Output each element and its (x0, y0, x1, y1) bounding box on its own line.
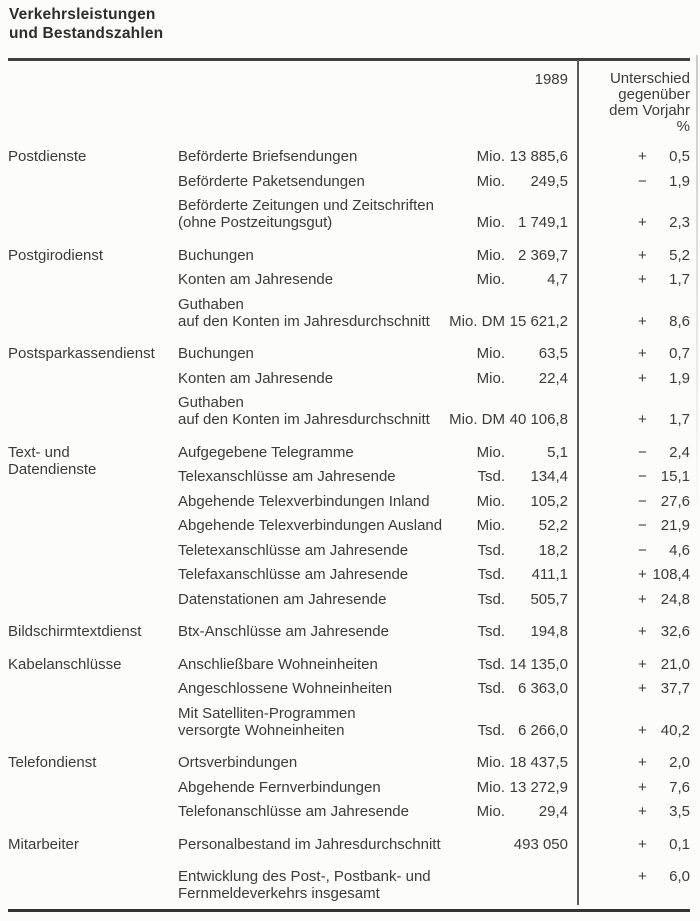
row-delta (568, 247, 690, 264)
table-row (178, 444, 690, 461)
table-row (178, 197, 690, 231)
row-unit: Tsd. (477, 721, 505, 739)
category-label-line: Bildschirmtextdienst (8, 623, 142, 640)
delta-sign: + (638, 271, 647, 288)
row-unit: Mio. (476, 778, 505, 796)
row-label-line: auf den Konten im Jahresdurchschnitt (178, 411, 430, 428)
page-title-line1: Verkehrsleistungen (9, 6, 156, 23)
delta-sign: + (638, 214, 647, 231)
delta-value: 8,6 (669, 312, 690, 330)
row-value-1989: 63,5 (538, 345, 568, 362)
delta-value: 0,7 (669, 345, 690, 362)
row-label (178, 705, 440, 739)
row-delta (568, 779, 690, 796)
delta-value: 2,0 (669, 754, 690, 771)
row-label-line: Buchungen (178, 345, 254, 362)
delta-value: 1,7 (669, 411, 690, 428)
row-delta (568, 148, 690, 165)
delta-sign: + (638, 868, 647, 885)
row-unit: Tsd. (477, 590, 505, 608)
row-label (178, 623, 440, 640)
delta-value: 0,5 (669, 148, 690, 165)
delta-sign: − (638, 468, 647, 485)
row-value-1989: 29,4 (538, 803, 568, 820)
delta-sign: + (638, 803, 647, 820)
delta-sign: + (638, 778, 647, 796)
row-unit: Mio. (476, 443, 505, 461)
table-row (178, 173, 690, 190)
table-row (178, 271, 690, 288)
row-value-1989: 6 266,0 (517, 721, 568, 739)
delta-value: 3,5 (669, 803, 690, 820)
row-label (178, 868, 440, 902)
row-delta (568, 517, 690, 534)
diff-header-line: Unterschied (609, 70, 690, 87)
row-unit: Tsd. (477, 468, 505, 485)
row-delta (568, 591, 690, 608)
row-value-1989: 5,1 (547, 443, 568, 461)
delta-sign: − (638, 492, 647, 510)
row-label-line: auf den Konten im Jahresdurchschnitt (178, 312, 430, 330)
row-value-1989: 2 369,7 (517, 246, 568, 264)
category-label-line: Postsparkassendienst (8, 345, 155, 362)
table-section (8, 623, 690, 648)
delta-sign: + (638, 566, 647, 583)
delta-value: 108,4 (652, 566, 690, 583)
table-row (178, 542, 690, 559)
delta-value: 5,2 (669, 246, 690, 264)
delta-value: 1,7 (669, 271, 690, 288)
row-value-1989: 249,5 (530, 172, 568, 190)
row-label (178, 803, 440, 820)
row-value-1989: 4,7 (547, 271, 568, 288)
row-unit: Mio. (476, 148, 505, 165)
row-value-1989: 18,2 (538, 541, 568, 559)
row-value-1989: 505,7 (530, 590, 568, 608)
row-label-line: Angeschlossene Wohneinheiten (178, 680, 393, 697)
table-row (178, 394, 690, 428)
table-row (178, 493, 690, 510)
table-section (8, 836, 690, 861)
row-label-line: Ortsverbindungen (178, 754, 298, 771)
category-label-line: Postdienste (8, 148, 87, 165)
delta-sign: + (638, 680, 647, 697)
delta-sign: − (638, 172, 647, 190)
row-unit: Mio. (476, 517, 505, 534)
row-value-1989: 22,4 (538, 369, 568, 387)
row-value-1989: 1 749,1 (517, 214, 568, 231)
row-value-1989: 14 135,0 (509, 655, 568, 673)
row-delta (568, 173, 690, 190)
row-value-1989: 105,2 (530, 492, 568, 510)
row-unit: Mio. (476, 803, 505, 820)
table-row (178, 566, 690, 583)
scan-edge-shadow (696, 55, 698, 525)
table-row (178, 517, 690, 534)
category-label-line: Text- und (8, 443, 70, 461)
table-row (178, 296, 690, 330)
delta-value: 21,9 (660, 517, 690, 534)
page-title-line2: und Bestandszahlen (9, 24, 164, 42)
row-delta (568, 868, 690, 885)
row-unit: Tsd. (477, 680, 505, 697)
row-label-line: Personalbestand im Jahresdurchschnitt (178, 835, 441, 853)
row-label-line: Beförderte Zeitungen und Zeitschriften (178, 197, 434, 214)
category-label-line: Mitarbeiter (8, 835, 79, 853)
delta-sign: + (638, 655, 647, 673)
delta-sign: − (638, 517, 647, 534)
section-rows (178, 754, 690, 828)
row-label (178, 247, 440, 264)
row-unit: Mio. (476, 214, 505, 231)
table-row (178, 247, 690, 264)
row-unit: Tsd. (477, 566, 505, 583)
row-unit: Mio. (476, 246, 505, 264)
row-label (178, 271, 440, 288)
row-value-1989: 13 885,6 (509, 148, 568, 165)
category-cell (8, 148, 178, 239)
delta-sign: + (638, 246, 647, 264)
table-body (8, 148, 690, 918)
row-label-line: Buchungen (178, 246, 254, 264)
row-unit: Tsd. (477, 541, 505, 559)
diff-header-line: % (676, 118, 690, 135)
row-label (178, 345, 440, 362)
row-unit: Mio. (476, 492, 505, 510)
row-unit: Mio. DM (449, 312, 505, 330)
column-header-year: 1989 (534, 71, 568, 88)
row-unit: Mio. (476, 369, 505, 387)
column-header-difference (609, 71, 690, 135)
category-cell (8, 444, 178, 616)
row-value-1989: 13 272,9 (509, 778, 568, 796)
delta-sign: + (638, 721, 647, 739)
table-section (8, 754, 690, 828)
row-label-line: Abgehende Telexverbindungen Ausland (178, 517, 443, 534)
table-section (8, 148, 690, 239)
row-delta (568, 623, 690, 640)
row-unit: Tsd. (477, 623, 505, 640)
row-label (178, 836, 440, 853)
table-top-rule (8, 58, 690, 61)
row-delta (568, 754, 690, 771)
row-label-line: Beförderte Briefsendungen (178, 148, 358, 165)
category-cell (8, 868, 178, 910)
row-unit: Mio. DM (449, 411, 505, 428)
row-value-1989: 194,8 (530, 623, 568, 640)
delta-value: 2,4 (669, 443, 690, 461)
row-label (178, 468, 440, 485)
table-bottom-rule (8, 909, 690, 912)
row-label-line: Telefonanschlüsse am Jahresende (178, 803, 409, 820)
delta-value: 15,1 (660, 468, 690, 485)
row-label-line: versorgte Wohneinheiten (178, 721, 345, 739)
row-delta (568, 680, 690, 697)
row-delta (568, 836, 690, 853)
delta-value: 37,7 (660, 680, 690, 697)
section-rows (178, 247, 690, 338)
row-label (178, 394, 440, 428)
section-rows (178, 836, 690, 861)
row-unit: Mio. (476, 345, 505, 362)
delta-value: 6,0 (669, 868, 690, 885)
table-row (178, 468, 690, 485)
row-label (178, 370, 440, 387)
diff-header-line: gegenüber (618, 86, 690, 103)
delta-value: 0,1 (669, 835, 690, 853)
row-value-1989: 6 363,0 (517, 680, 568, 697)
delta-value: 7,6 (669, 778, 690, 796)
row-label (178, 197, 440, 231)
delta-value: 24,8 (660, 590, 690, 608)
delta-sign: + (638, 623, 647, 640)
row-unit: Mio. (476, 271, 505, 288)
table-section (8, 345, 690, 436)
category-label-line: Kabelanschlüsse (8, 655, 122, 673)
table-section (8, 247, 690, 338)
delta-sign: + (638, 411, 647, 428)
row-delta (568, 656, 690, 673)
row-label (178, 779, 440, 796)
row-unit: Mio. (476, 754, 505, 771)
row-label-line: Abgehende Fernverbindungen (178, 778, 381, 796)
column-divider-rule (577, 60, 579, 905)
row-delta (568, 468, 690, 485)
delta-sign: − (638, 541, 647, 559)
row-value-1989: 15 621,2 (509, 312, 568, 330)
category-cell (8, 345, 178, 436)
category-label-line: Telefondienst (8, 754, 97, 771)
delta-sign: + (638, 590, 647, 608)
section-rows (178, 656, 690, 747)
delta-sign: + (638, 369, 647, 387)
table-row (178, 803, 690, 820)
delta-value: 4,6 (669, 541, 690, 559)
table-row (178, 868, 690, 902)
table-section (8, 868, 690, 910)
row-label-line: Aufgegebene Telegramme (178, 443, 354, 461)
row-delta (568, 370, 690, 387)
row-label-line: Guthaben (178, 295, 244, 313)
row-label-line: Btx-Anschlüsse am Jahresende (178, 623, 389, 640)
delta-value: 21,0 (660, 655, 690, 673)
row-value-1989: 134,4 (530, 468, 568, 485)
delta-value: 1,9 (669, 369, 690, 387)
table-row (178, 148, 690, 165)
row-label (178, 680, 440, 697)
row-delta (568, 271, 690, 288)
row-label-line: Beförderte Paketsendungen (178, 172, 365, 190)
section-rows (178, 868, 690, 910)
table-row (178, 779, 690, 796)
row-label-line: Entwicklung des Post-, Postbank- und (178, 868, 431, 885)
row-value-1989: 40 106,8 (509, 411, 568, 428)
row-label-line: Telefaxanschlüsse am Jahresende (178, 566, 409, 583)
table-row (178, 623, 690, 640)
row-label (178, 566, 440, 583)
table-row (178, 345, 690, 362)
row-delta (568, 722, 690, 739)
row-delta (568, 444, 690, 461)
delta-value: 1,9 (669, 172, 690, 190)
category-cell (8, 656, 178, 747)
row-label-line: Telexanschlüsse am Jahresende (178, 468, 396, 485)
row-value-1989: 411,1 (531, 566, 568, 583)
row-label-line: Abgehende Telexverbindungen Inland (178, 492, 430, 510)
category-cell (8, 836, 178, 861)
section-rows (178, 345, 690, 436)
row-label (178, 542, 440, 559)
row-value-1989: 52,2 (538, 517, 568, 534)
row-label-line: Konten am Jahresende (178, 369, 334, 387)
section-rows (178, 623, 690, 648)
row-delta (568, 313, 690, 330)
table-section (8, 656, 690, 747)
row-delta (568, 493, 690, 510)
row-value-1989: 18 437,5 (509, 754, 568, 771)
delta-value: 32,6 (660, 623, 690, 640)
delta-sign: + (638, 312, 647, 330)
row-value-1989: 493 050 (513, 835, 568, 853)
row-label (178, 517, 443, 534)
delta-sign: − (638, 443, 647, 461)
table-row (178, 656, 690, 673)
row-delta (568, 345, 690, 362)
row-delta (568, 411, 690, 428)
row-label-line: Guthaben (178, 394, 244, 411)
row-label (178, 656, 440, 673)
row-label-line: Anschließbare Wohneinheiten (178, 655, 378, 673)
delta-value: 40,2 (660, 721, 690, 739)
table-row (178, 370, 690, 387)
delta-sign: + (638, 754, 647, 771)
row-delta (568, 542, 690, 559)
table-row (178, 754, 690, 771)
delta-value: 2,3 (669, 214, 690, 231)
row-label (178, 493, 440, 510)
page-title (9, 6, 163, 43)
row-label (178, 444, 440, 461)
row-label (178, 148, 440, 165)
category-cell (8, 623, 178, 648)
diff-header-line: dem Vorjahr (609, 102, 690, 119)
row-label (178, 173, 440, 190)
delta-value: 27,6 (660, 492, 690, 510)
row-label-line: (ohne Postzeitungsgut) (178, 214, 333, 231)
row-label (178, 591, 440, 608)
row-unit: Tsd. (477, 655, 505, 673)
delta-sign: + (638, 835, 647, 853)
table-row (178, 836, 690, 853)
row-label-line: Fernmeldeverkehrs insgesamt (178, 885, 380, 902)
table-row (178, 680, 690, 697)
row-delta (568, 214, 690, 231)
row-label-line: Teletexanschlüsse am Jahresende (178, 541, 409, 559)
table-section (8, 444, 690, 616)
row-delta (568, 566, 690, 583)
category-cell (8, 754, 178, 828)
table-row (178, 591, 690, 608)
delta-sign: + (638, 148, 647, 165)
row-label (178, 296, 440, 330)
row-label-line: Mit Satelliten-Programmen (178, 704, 356, 722)
category-label-line: Postgirodienst (8, 246, 104, 264)
section-rows (178, 148, 690, 239)
row-unit: Mio. (476, 172, 505, 190)
row-label-line: Datenstationen am Jahresende (178, 590, 387, 608)
delta-sign: + (638, 345, 647, 362)
table-row (178, 705, 690, 739)
row-label-line: Konten am Jahresende (178, 271, 334, 288)
category-cell (8, 247, 178, 338)
row-delta (568, 803, 690, 820)
section-rows (178, 444, 690, 616)
row-label (178, 754, 440, 771)
category-label-line: Datendienste (8, 460, 97, 478)
